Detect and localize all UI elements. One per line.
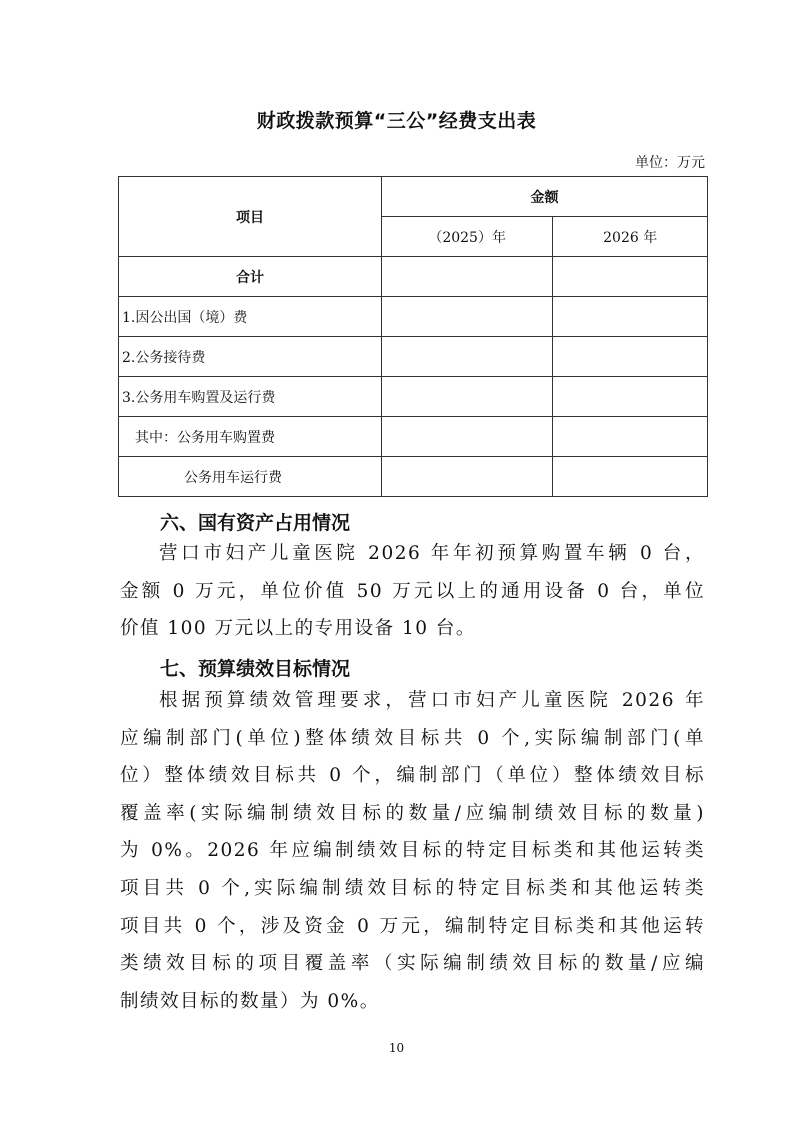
cell-prev (381, 297, 552, 337)
header-curr-year: 2026 年 (553, 217, 708, 257)
cell-prev (381, 337, 552, 377)
table-row (119, 377, 708, 417)
page-number: 10 (388, 1041, 405, 1055)
cell-prev (381, 457, 552, 497)
cell-curr (553, 297, 708, 337)
cell-prev (381, 377, 552, 417)
section7-heading: 七、预算绩效目标情况 (160, 658, 351, 680)
header-amount: 金额 (381, 177, 707, 217)
section6-heading: 六、国有资产占用情况 (160, 512, 351, 534)
paragraph-line: 类绩效目标的项目覆盖率（实际编制绩效目标的数量/应编 (120, 953, 705, 975)
paragraph-line: 根据预算绩效管理要求，营口市妇产儿童医院 2026 年 (159, 690, 705, 711)
header-prev-year: （2025）年 (381, 217, 552, 257)
table-title: 财政拨款预算“三公”经费支出表 (256, 110, 537, 132)
paragraph-line: 金额 0 万元，单位价值 50 万元以上的通用设备 0 台，单位 (120, 580, 705, 602)
cell-prev (381, 257, 552, 297)
header-item: 项目 (119, 177, 382, 257)
cell-prev (381, 417, 552, 457)
row-label: 1.因公出国（境）费 (119, 297, 382, 337)
table-row (119, 297, 708, 337)
section7-paragraph (120, 682, 705, 1020)
row-label: 公务用车运行费 (119, 457, 382, 497)
section6-paragraph (120, 535, 705, 648)
paragraph-line: 制绩效目标的数量）为 0%。 (120, 990, 380, 1012)
cell-curr (553, 337, 708, 377)
table-row (119, 257, 708, 297)
paragraph-line: 项目共 0 个,实际编制绩效目标的特定目标类和其他运转类 (120, 877, 705, 899)
paragraph-line: 位）整体绩效目标共 0 个，编制部门（单位）整体绩效目标 (120, 765, 705, 787)
cell-curr (553, 457, 708, 497)
table-row (119, 457, 708, 497)
paragraph-line: 为 0%。2026 年应编制绩效目标的特定目标类和其他运转类 (120, 840, 705, 862)
unit-label: 单位：万元 (635, 155, 705, 171)
row-label: 2.公务接待费 (119, 337, 382, 377)
paragraph-line: 项目共 0 个，涉及资金 0 万元，编制特定目标类和其他运转 (120, 915, 705, 937)
paragraph-line: 应编制部门(单位)整体绩效目标共 0 个,实际编制部门(单 (120, 727, 705, 749)
paragraph-line: 价值 100 万元以上的专用设备 10 台。 (120, 618, 476, 640)
cell-curr (553, 377, 708, 417)
paragraph-line: 覆盖率(实际编制绩效目标的数量/应编制绩效目标的数量) (120, 802, 705, 824)
row-label: 3.公务用车购置及运行费 (119, 377, 382, 417)
table-header-row (119, 177, 708, 217)
cell-curr (553, 257, 708, 297)
three-public-expenses-table (118, 176, 708, 497)
row-label: 其中：公务用车购置费 (119, 417, 382, 457)
table-row (119, 417, 708, 457)
row-label: 合计 (119, 257, 382, 297)
table-row (119, 337, 708, 377)
paragraph-line: 营口市妇产儿童医院 2026 年年初预算购置车辆 0 台， (159, 543, 705, 564)
cell-curr (553, 417, 708, 457)
